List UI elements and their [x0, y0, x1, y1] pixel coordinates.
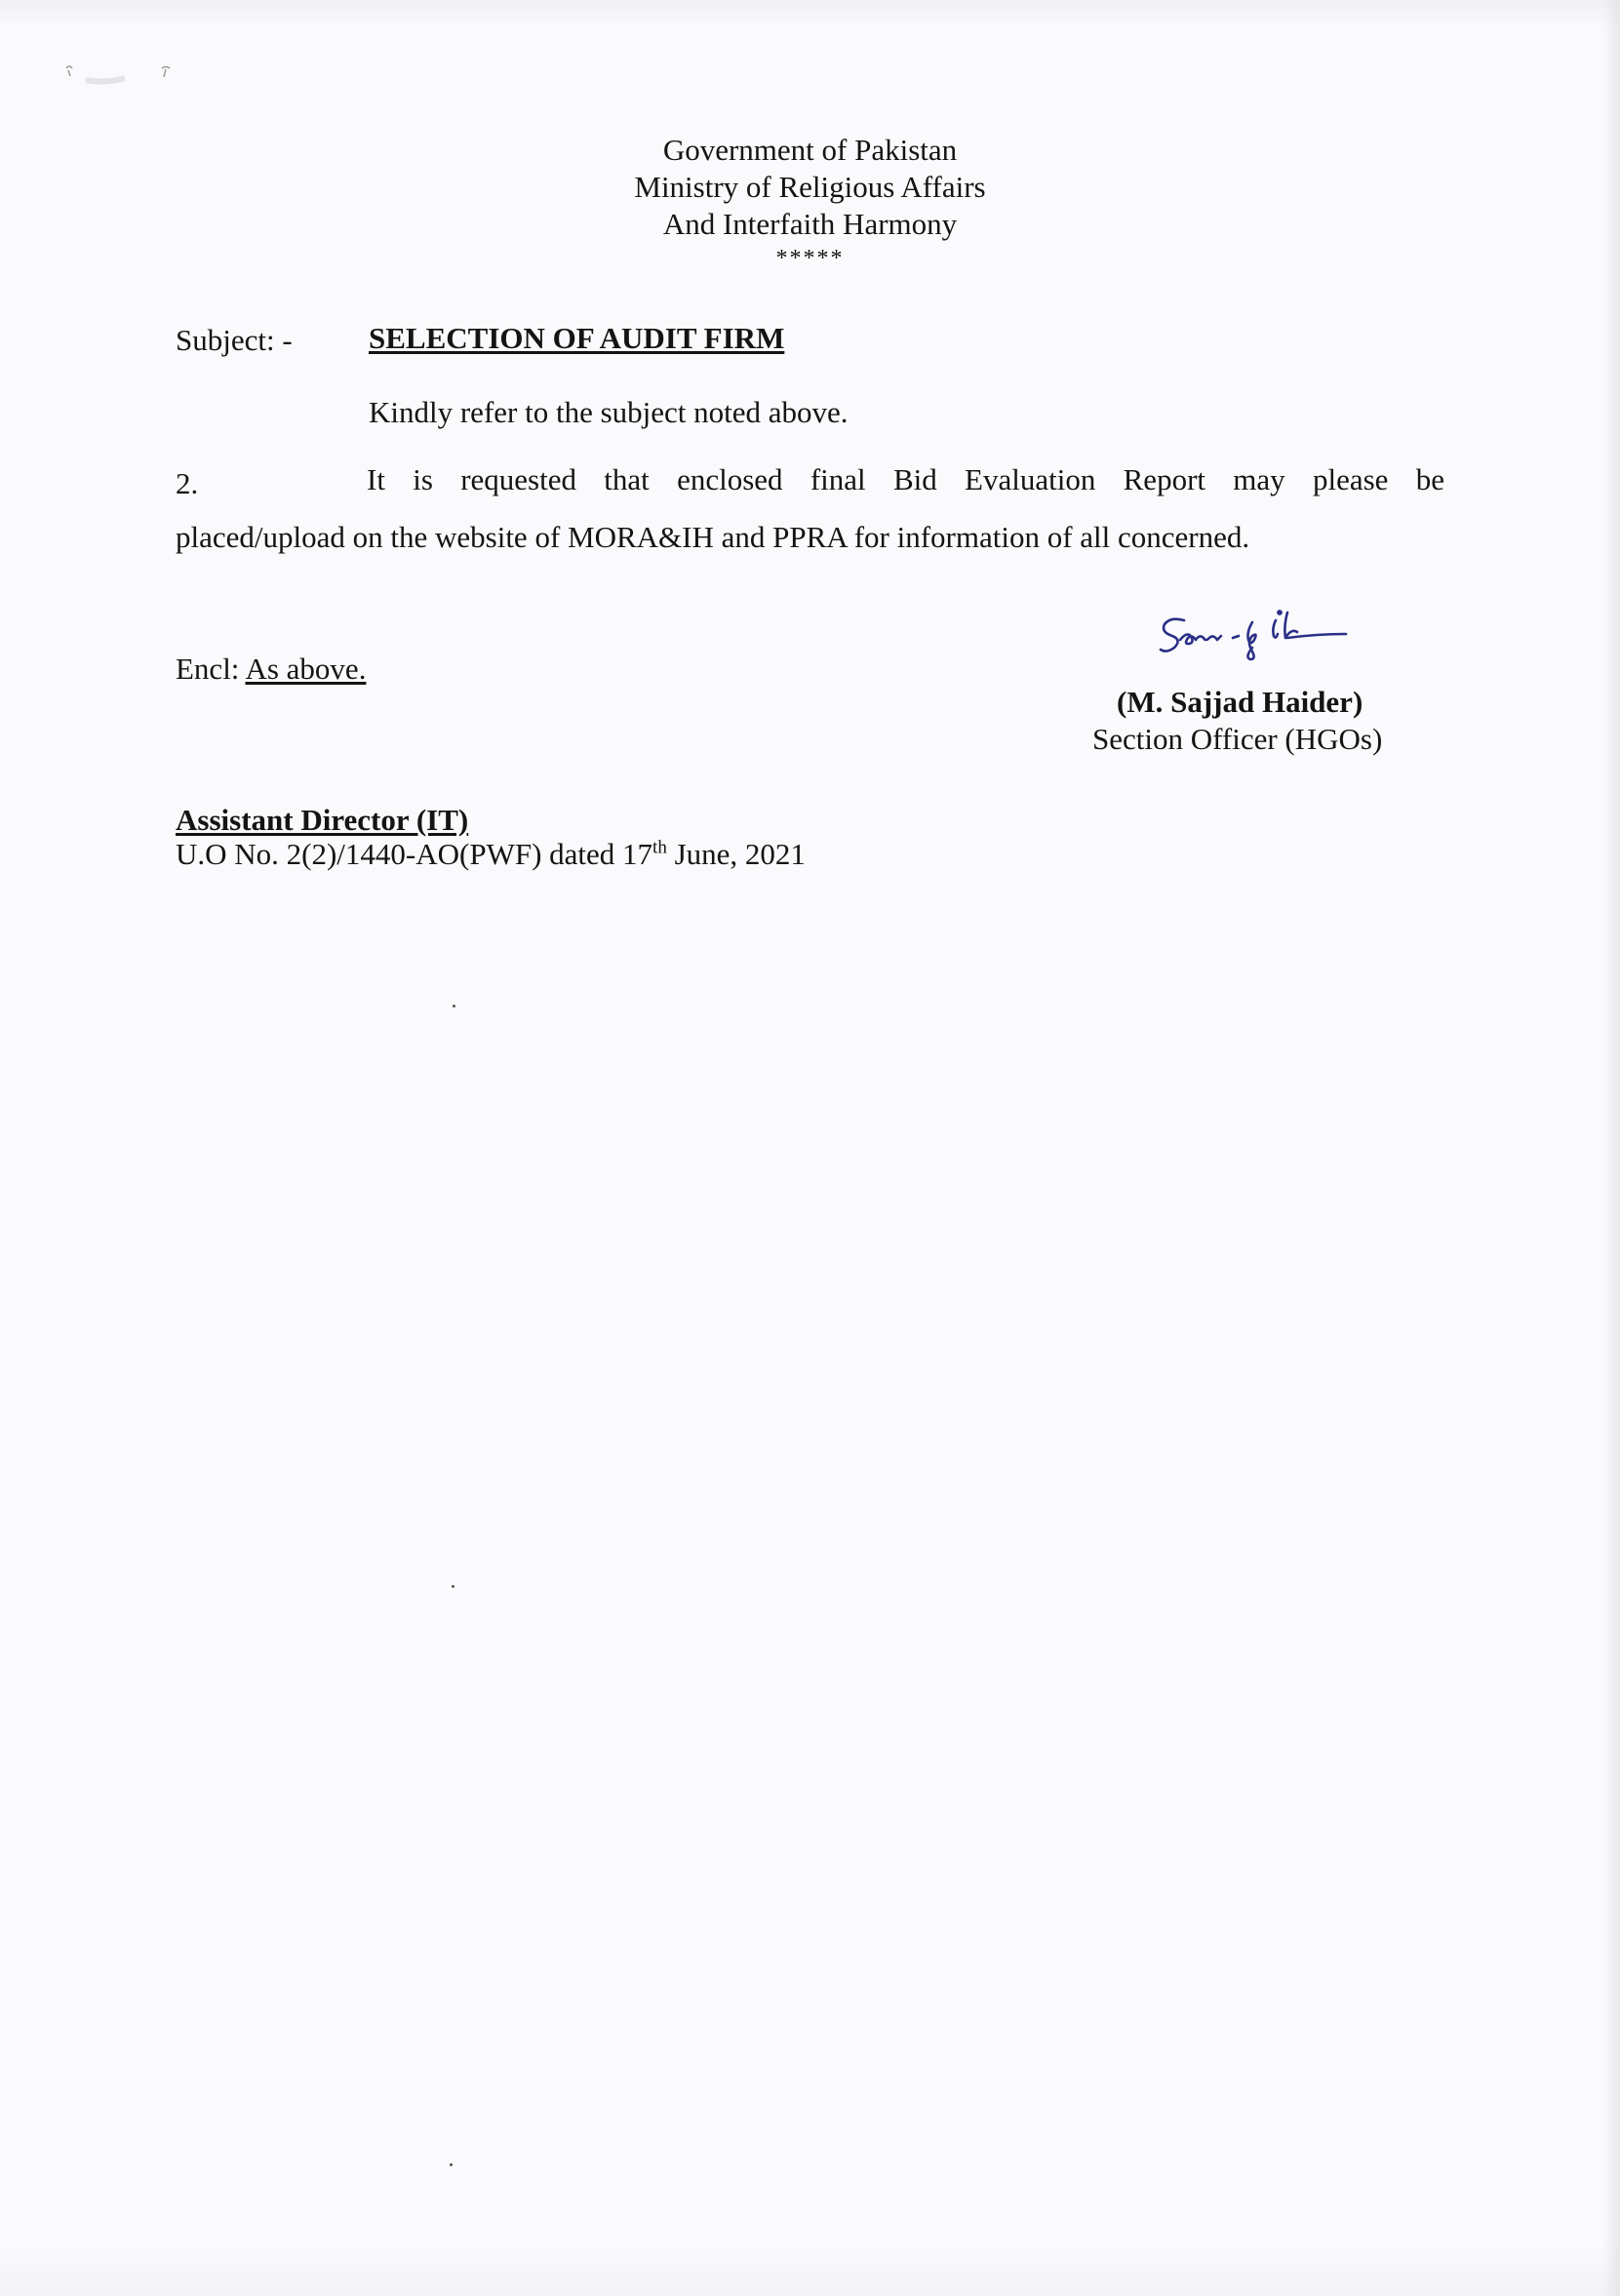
uo-date-superscript: th — [652, 837, 667, 858]
header-interfaith: And Interfaith Harmony — [662, 207, 958, 241]
subject-title: SELECTION OF AUDIT FIRM — [369, 321, 785, 355]
scan-speck — [452, 1585, 454, 1588]
paragraph-2-line-1: It is requested that enclosed final Bid Evaluation Report may please be — [367, 462, 1444, 496]
enclosure-value: As above. — [245, 652, 367, 686]
uo-number: U.O No. 2(2)/1440-AO(PWF) dated 17 — [176, 837, 653, 871]
handwritten-signature — [1151, 603, 1385, 681]
header-government: Government of Pakistan — [662, 133, 958, 167]
paragraph-2-number: 2. — [176, 466, 199, 500]
enclosure-label: Encl: — [176, 652, 240, 686]
header-stars: ***** — [775, 246, 845, 271]
enclosure — [176, 651, 366, 688]
addressee-title: Assistant Director (IT) — [176, 803, 469, 837]
signatory-name: (M. Sajjad Haider) — [1117, 685, 1363, 719]
scan-speck — [450, 2163, 453, 2166]
uo-number-line — [176, 836, 806, 873]
scan-speck — [453, 1005, 455, 1008]
signatory-designation: Section Officer (HGOs) — [1092, 722, 1383, 756]
paragraph-1: Kindly refer to the subject noted above. — [369, 395, 849, 429]
uo-date: June, 2021 — [666, 837, 806, 871]
subject-label: Subject: - — [176, 323, 293, 357]
scan-edge — [1602, 0, 1620, 2296]
header-ministry: Ministry of Religious Affairs — [634, 170, 986, 204]
paragraph-2-line-2: placed/upload on the website of MORA&IH and PPRA for information of all concerned. — [176, 520, 1250, 554]
scan-speck-mark — [64, 60, 181, 90]
